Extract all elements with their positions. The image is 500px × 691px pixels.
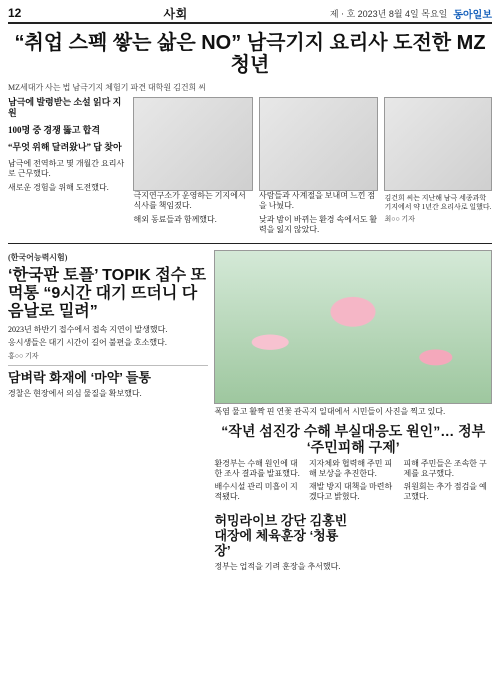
top-col-4 bbox=[384, 97, 492, 239]
top-col-1 bbox=[8, 97, 127, 239]
policy-col1-2: 배수시설 관리 미흡이 지적됐다. bbox=[214, 482, 298, 501]
policy-col2-1: 지자체와 협력해 주민 피해 보상을 추진한다. bbox=[308, 459, 393, 478]
brand-name: 동아일보 bbox=[453, 9, 492, 21]
policy-col3-2: 위원회는 추가 점검을 예고했다. bbox=[403, 482, 487, 501]
para-col2-2: 해외 동료들과 함께했다. bbox=[133, 215, 217, 224]
top-story-grid bbox=[8, 97, 492, 239]
lotus-caption: 폭염 물고 활짝 핀 연꽃 관곡지 일대에서 시민들이 사진을 찍고 있다. bbox=[214, 407, 446, 416]
issue-info bbox=[330, 6, 492, 21]
topik-byline: 홍○○ 기자 bbox=[8, 352, 39, 360]
empty-spacer bbox=[356, 511, 492, 572]
lotus-and-policy bbox=[214, 250, 492, 572]
top-col-2 bbox=[133, 97, 252, 239]
top-col-3 bbox=[259, 97, 378, 239]
lotus-photo bbox=[214, 250, 492, 404]
policy-grid bbox=[214, 459, 492, 505]
para-col2-1: 극지연구소가 운영하는 기지에서 식사를 책임졌다. bbox=[133, 191, 246, 210]
lower-grid bbox=[8, 250, 492, 572]
para-col3-2: 낮과 밤이 바뀌는 환경 속에서도 활력을 잃지 않았다. bbox=[258, 215, 378, 234]
policy-col-1 bbox=[214, 459, 303, 505]
masthead bbox=[8, 6, 492, 24]
para-col1-1: 남극에 전역하고 몇 개월간 요리사로 근무했다. bbox=[8, 159, 125, 178]
subhead-1: 남극에 발령받는 소설 읽다 지원 bbox=[8, 97, 122, 118]
policy-col3-1: 피해 주민들은 조속한 구제를 요구했다. bbox=[403, 459, 487, 478]
bottom-right-block bbox=[214, 511, 350, 572]
antarctica-photo bbox=[259, 97, 378, 191]
policy-title: “작년 섬진강 수해 부실대응도 원인”… 정부 ‘주민피해 구제’ bbox=[221, 423, 486, 455]
series-row bbox=[8, 82, 492, 93]
topik-para-2: 응시생들은 대기 시간이 길어 불편을 호소했다. bbox=[8, 338, 167, 347]
topik-story bbox=[8, 250, 208, 572]
bottom-right-text: 정부는 업적을 기려 훈장을 추서했다. bbox=[214, 562, 341, 571]
bottom-left-text: 경찰은 현장에서 의심 물질을 확보했다. bbox=[8, 389, 142, 398]
topik-para-1: 2023년 하반기 접수에서 접속 지연이 발생했다. bbox=[8, 325, 168, 334]
policy-col-2 bbox=[309, 459, 398, 505]
main-headline: “취업 스펙 쌓는 삶은 NO” 남극기지 요리사 도전한 MZ청년 bbox=[14, 32, 486, 76]
topik-title: ‘한국판 토플’ TOPIK 접수 또 먹통 “9시간 대기 뜨더니 다음날로 밀려” bbox=[8, 267, 207, 320]
photo-caption: 김건희 씨는 지난해 남극 세종과학기지에서 약 1년간 요리사로 일했다. bbox=[384, 194, 492, 211]
chef-photo bbox=[133, 97, 252, 191]
flag-photo bbox=[384, 97, 492, 191]
policy-col2-2: 재발 방지 대책을 마련하겠다고 밝혔다. bbox=[308, 482, 393, 501]
bottom-right-title: 허밍라이브 강단 김홍빈 대장에 체육훈장 ‘청룡장’ bbox=[214, 513, 348, 558]
topik-kicker: (한국어능력시험) bbox=[8, 253, 68, 262]
para-col3-1: 사람들과 사계절을 보내며 느낀 점을 나눴다. bbox=[258, 191, 376, 210]
bottom-strip bbox=[214, 511, 492, 572]
policy-col-3 bbox=[403, 459, 492, 505]
issue-meta: 제 ‧ 호 2023년 8월 4일 목요일 bbox=[329, 8, 448, 19]
byline: 최○○ 기자 bbox=[384, 215, 415, 223]
section-label: 사회 bbox=[163, 6, 188, 21]
policy-col1-1: 환경부는 수해 원인에 대한 조사 결과를 발표했다. bbox=[214, 459, 300, 478]
series-label: MZ세대가 사는 법 남극기지 체험기 파견 대학원 김건희 씨 bbox=[8, 83, 207, 92]
bottom-left-title: 담벼락 화재에 ‘마약’ 들통 bbox=[8, 370, 151, 385]
page-number: 12 bbox=[8, 6, 22, 20]
lower-left-divider bbox=[8, 365, 208, 366]
subhead-3: “무엇 위해 달려왔나” 답 찾아 bbox=[8, 142, 122, 152]
topik-body bbox=[8, 325, 208, 361]
top-divider bbox=[8, 243, 492, 244]
subhead-2: 100명 중 경쟁 뚫고 합격 bbox=[8, 125, 101, 135]
para-col1-2: 새로운 경험을 위해 도전했다. bbox=[8, 183, 109, 192]
